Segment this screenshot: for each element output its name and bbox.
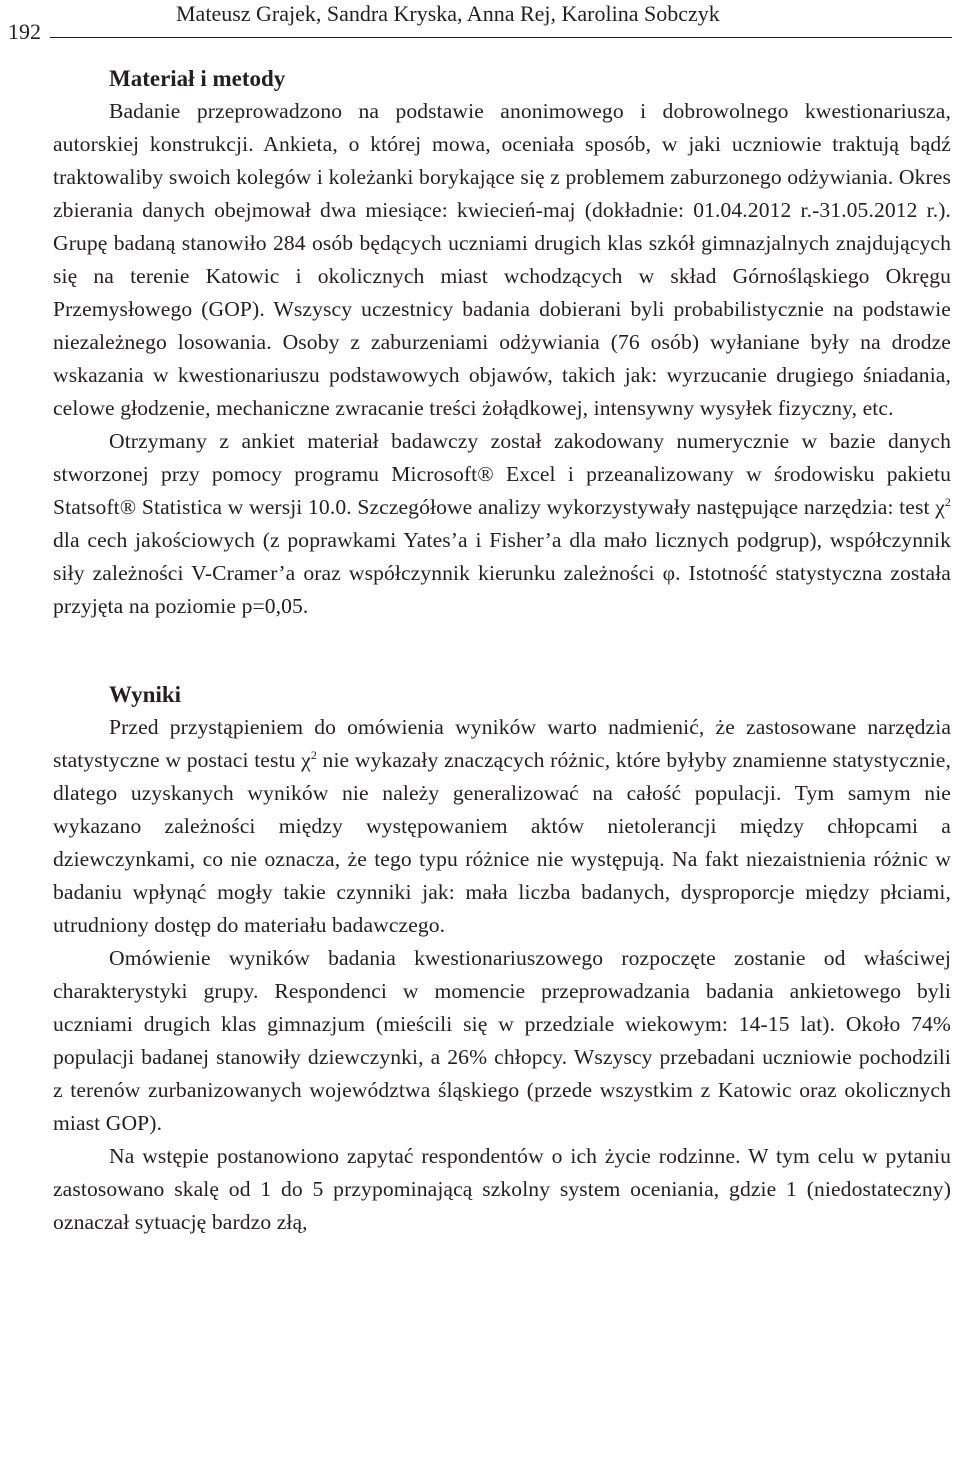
results-section — [53, 678, 951, 1239]
results-paragraph-2: Omówienie wyników badania kwestionariuszowego rozpoczęte zostanie od właściwej charakterystyki grupy. Respondenci w momencie przeprowadzania badania ankietowego byli uczniami drugich klas gimnazjum (mieścili się w przedziale wiekowym: 14-15 lat). Około 74% populacji badanej stanowiły dziewczynki, a 26% chłopcy. Wszyscy przebadani uczniowie pochodzili z terenów zurbanizowanych województwa śląskiego (przede wszystkim z Katowic oraz okolicznych miast GOP). — [53, 946, 951, 1135]
methods-paragraph-2-text-b: dla cech jakościowych (z poprawkami Yates’a i Fisher’a dla mało licznych podgrup), współczynnik siły zależności V-Cramer’a oraz współczynnik kierunku zależności φ. Istotność statystyczna została przyjęta na poziomie p=0,05. — [53, 528, 951, 618]
results-heading: Wyniki — [109, 682, 182, 707]
methods-section — [53, 62, 951, 623]
page-number: 192 — [8, 19, 41, 44]
results-paragraph-1-text-b: nie wykazały znaczących różnic, które byłyby znamienne statystycznie, dlatego uzyskanych wyników nie należy generalizować na całość populacji. Tym samym nie wykazano zależności między występowaniem aktów nietolerancji między chłopcami a dziewczynkami, co nie oznacza, że tego typu różnice nie występują. Na fakt niezaistnienia różnic w badaniu wpłynąć mogły takie czynniki jak: mała liczba badanych, dysproporcje między płciami, utrudniony dostęp do materiału badawczego. — [53, 748, 951, 937]
methods-paragraph-1: Badanie przeprowadzono na podstawie anonimowego i dobrowolnego kwestionariusza, autorskiej konstrukcji. Ankieta, o której mowa, oceniała sposób, w jaki uczniowie traktują bądź traktowaliby swoich kolegów i koleżanki borykające się z problemem zaburzonego odżywiania. Okres zbierania danych obejmował dwa miesiące: kwiecień-maj (dokładnie: 01.04.2012 r.-31.05.2012 r.). Grupę badaną stanowiło 284 osób będących uczniami drugich klas szkół gimnazjalnych znajdujących się na terenie Katowic i okolicznych miast wchodzących w skład Górnośląskiego Okręgu Przemysłowego (GOP). Wszyscy uczestnicy badania dobierani byli probabilistycznie na podstawie niezależnego losowania. Osoby z zaburzeniami odżywiania (76 osób) wyłaniane były na drodze wskazania w kwestionariuszu podstawowych objawów, takich jak: wyrzucanie drugiego śniadania, celowe głodzenie, mechaniczne zwracanie treści żołądkowej, intensywny wysyłek fizyczny, etc. — [53, 99, 951, 420]
chi-square-superscript: 2 — [944, 495, 951, 509]
methods-paragraph-2 — [53, 425, 951, 623]
page-header — [0, 0, 960, 44]
article-body — [53, 62, 951, 1239]
section-spacer — [53, 623, 951, 678]
results-paragraph-3: Na wstępie postanowiono zapytać respondentów o ich życie rodzinne. W tym celu w pytaniu zastosowano skalę od 1 do 5 przypominającą szkolny system oceniania, gdzie 1 (niedostateczny) oznaczał sytuację bardzo złą, — [53, 1144, 951, 1234]
chi-square-superscript: 2 — [310, 748, 317, 762]
methods-paragraph-2-text-a: Otrzymany z ankiet materiał badawczy został zakodowany numerycznie w bazie danych stworzonej przy pomocy programu Microsoft® Excel i przeanalizowany w środowisku pakietu Statsoft® Statistica w wersji 10.0. Szczegółowe analizy wykorzystywały następujące narzędzia: test χ — [53, 429, 951, 519]
methods-heading: Materiał i metody — [109, 66, 286, 91]
header-rule — [50, 37, 952, 38]
running-head-authors: Mateusz Grajek, Sandra Kryska, Anna Rej, Karolina Sobczyk — [176, 1, 720, 26]
results-paragraph-1 — [53, 711, 951, 942]
results-paragraph-1-text-a: Przed przystąpieniem do omówienia wyników warto nadmienić, że zastosowane narzędzia statystyczne w postaci testu χ — [53, 715, 951, 772]
